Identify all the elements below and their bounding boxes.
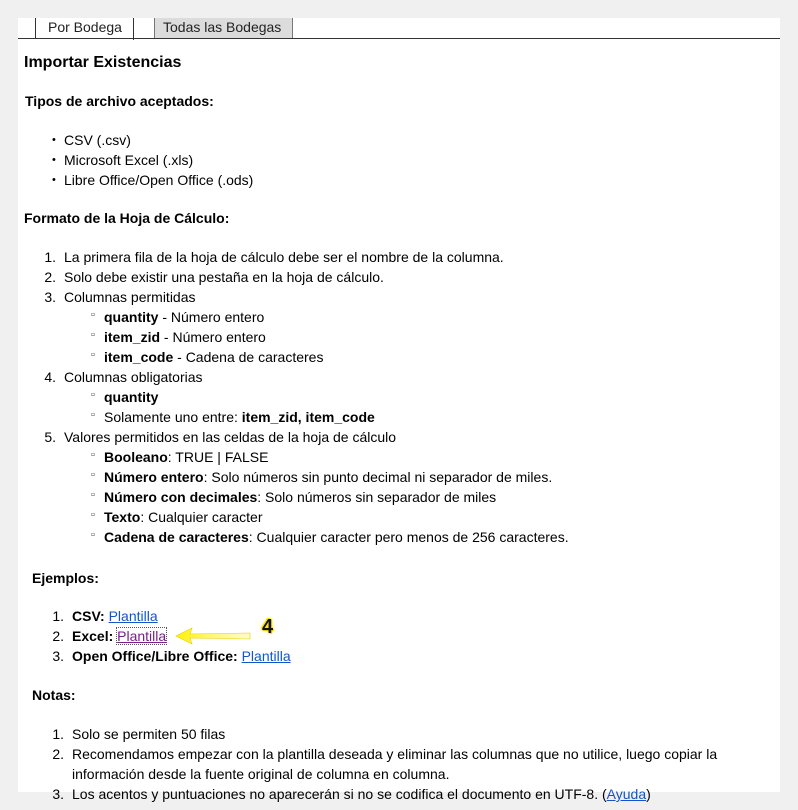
column-type: - Número entero [158,309,265,325]
column-name: item_zid [104,329,161,345]
value-type [104,449,268,465]
excel-template-link[interactable]: Plantilla [117,628,167,644]
tab-divider [18,38,780,39]
step-text: Valores permitidos en las celdas de la hoja de cálculo [64,429,397,445]
step-number: 3. [44,289,56,305]
note-number: 2. [52,746,64,762]
example-label: CSV: [72,608,105,624]
step-number: 5. [44,429,56,445]
example-item [72,628,166,644]
value-type-name: Cadena de caracteres [104,529,249,545]
step-number: 4. [44,369,56,385]
value-type-desc: : Cualquier caracter pero menos de 256 caracteres. [248,529,569,545]
step-number: 1. [44,249,56,265]
tab-por-bodega[interactable]: Por Bodega [37,18,134,40]
value-type-desc: : TRUE | FALSE [167,449,269,465]
list-item [64,132,131,148]
allowed-column [104,329,266,345]
example-number: 3. [52,648,64,664]
allowed-column [104,349,323,365]
required-prefix: Solamente uno entre: [104,409,242,425]
column-type: - Número entero [160,329,266,345]
accepted-heading: Tipos de archivo aceptados: [25,93,214,109]
yellow-arrow-icon [174,624,254,648]
example-item [72,648,291,664]
column-name: item_code [104,349,174,365]
example-label: Open Office/Libre Office: [72,648,238,664]
column-name: quantity [104,389,159,405]
value-type [104,529,569,545]
ods-template-link[interactable]: Plantilla [241,648,291,664]
example-label: Excel: [72,628,114,644]
value-type-desc: : Cualquier caracter [140,509,263,525]
page-title: Importar Existencias [24,54,182,71]
value-type [104,509,262,525]
value-type [104,489,496,505]
step-number: 2. [44,269,56,285]
help-link[interactable]: Ayuda [606,786,647,802]
value-type-name: Número con decimales [104,489,258,505]
allowed-column [104,309,264,325]
required-column [104,389,158,405]
value-type-name: Booleano [104,449,168,465]
tab-spacer [18,18,36,39]
list-item-text: Libre Office/Open Office (.ods) [64,172,254,188]
format-heading: Formato de la Hoja de Cálculo: [24,210,230,226]
list-item-text: CSV (.csv) [64,132,131,148]
step-callout-badge: 4 [262,616,274,638]
notes-heading: Notas: [32,687,76,703]
note-text: Recomendamos empezar con la plantilla deseada y eliminar las columnas que no utilice, luego copiar la [72,746,718,762]
note-text-body: Los acentos y puntuaciones no aparecerán si no se codifica el documento en UTF-8. [72,786,599,802]
step-text: Columnas permitidas [64,289,196,305]
column-name: quantity [104,309,159,325]
note-text: Los acentos y puntuaciones no aparecerán si no se codifica el documento en UTF-8. (Ayuda) [72,786,651,802]
csv-template-link[interactable]: Plantilla [108,608,158,624]
value-type-name: Número entero [104,469,204,485]
value-type [104,469,552,485]
example-number: 2. [52,628,64,644]
note-number: 3. [52,786,64,802]
value-type-desc: : Solo números sin separador de miles [257,489,497,505]
column-type: - Cadena de caracteres [173,349,324,365]
note-text: Solo se permiten 50 filas [72,726,226,742]
tab-bar [18,18,780,39]
required-column [104,409,375,425]
examples-heading: Ejemplos: [32,570,99,586]
step-text: La primera fila de la hoja de cálculo debe ser el nombre de la columna. [64,249,504,265]
list-item [64,152,193,168]
value-type-name: Texto [104,509,141,525]
tab-todas-las-bodegas[interactable]: Todas las Bodegas [154,18,293,39]
example-number: 1. [52,608,64,624]
list-item-text: Microsoft Excel (.xls) [64,152,194,168]
note-text-continued: información desde la fuente original de columna en columna. [72,766,450,782]
help-page [18,18,780,802]
note-number: 1. [52,726,64,742]
example-item [72,608,158,624]
value-type-desc: : Solo números sin punto decimal ni separador de miles. [203,469,553,485]
step-text: Solo debe existir una pestaña en la hoja de cálculo. [64,269,384,285]
step-text: Columnas obligatorias [64,369,203,385]
column-name: item_zid, item_code [241,409,375,425]
list-item [64,172,253,188]
